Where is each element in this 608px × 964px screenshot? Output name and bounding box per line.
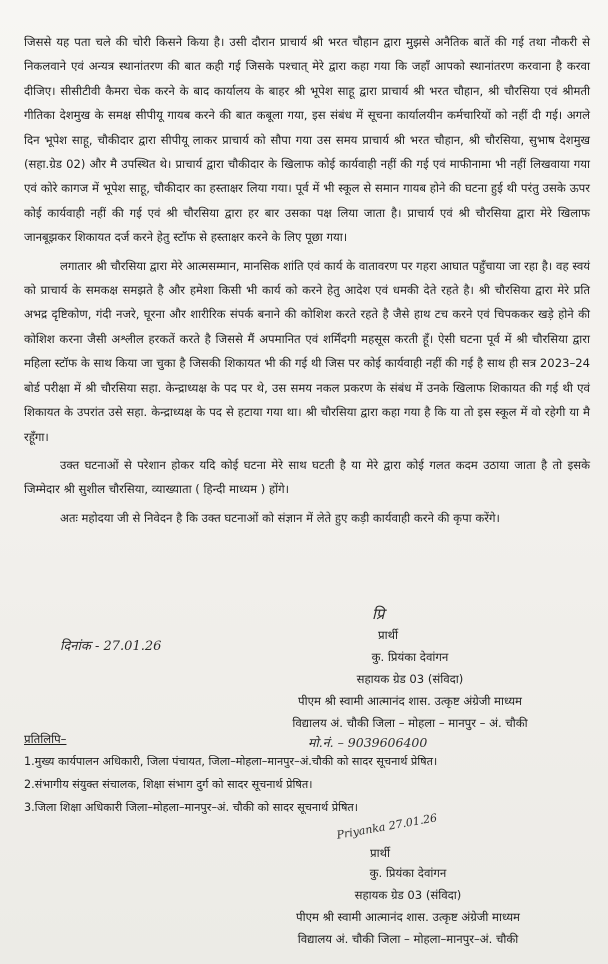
sender2-school-line1: पीएम श्री स्वामी आत्मानंद शास. उत्कृष्ट अंग्रेजी माध्यम — [296, 910, 520, 924]
sender2-school-line2: विद्यालय अं. चौकी जिला – मोहला–मानपुर–अं. चौकी — [297, 932, 519, 946]
second-signature: Priyanka 27.01.26 — [335, 811, 439, 842]
paragraph-1: जिससे यह पता चले की चोरी किसने किया है। उसी दौरान प्राचार्य श्री भरत चौहान द्वारा मुझसे अनैतिक बातें की गई तथा नौकरी से निकलवाने एवं अन्यत्र स्थानांतरण की बात कही गई जिसके पश्चात् मेरे द्वारा कहा गया कि जहाँ आपको स्थानांतरण करवाना है करवा दीजिए। सीसीटीवी कैमरा चेक करने के बाद कार्यालय के बाहर श्री भूपेश साहू द्वारा प्राचार्य श्री भरत चौहान, श्री चौरसिया एवं श्रीमती गीतिका देशमुख के समक्ष सीपीयू गायब करने की बात कबूला गया, इस संबंध में सूचना कार्यालयीन कर्मचारियों को नहीं दी गई। अगले दिन भूपेश साहू, चौकीदार द्वारा सीपीयू लाकर प्राचार्य को सौपा गया उस समय प्राचार्य श्री भरत चौहान, श्री चौरसिया, सुभाष देशमुख (सहा.ग्रेड 02) और मै उपस्थित थे। प्राचार्य द्वारा चौकीदार के खिलाफ कोई कार्यवाही नहीं की गई एवं माफीनामा भी नहीं लिखवाया गया एवं कोरे कागज में भूपेश साहू, चौकीदार का हस्ताक्षर लिया गया। पूर्व में भी स्कूल से समान गायब होने की घटना हुई थी परंतु उसके ऊपर कोई कार्यवाही नहीं की गई एवं श्री चौरसिया द्वारा हर बार उसका पक्ष लिया जाता है। प्राचार्य एवं श्री चौरसिया द्वारा मेरे खिलाफ जानबूझकर शिकायत दर्ज करने हेतु स्टॉफ से हस्ताक्षर करने के लिए पूछा गया। — [24, 35, 590, 245]
cc-heading: प्रतिलिपि– — [24, 732, 67, 746]
date-handwritten: दिनांक - 27.01.26 — [60, 639, 162, 654]
sender-name: कु. प्रियंका देवांगन — [371, 650, 449, 664]
sender-school-line2: विद्यालय अं. चौकी जिला – मोहला – मानपुर – अं. चौकी — [292, 716, 528, 730]
paragraph-4: अतः महोदया जी से निवेदन है कि उक्त घटनाओं को संज्ञान में लेते हुए कड़ी कार्यवाही करने की कृपा करेंगे। — [60, 510, 500, 525]
sender2-name: कु. प्रियंका देवांगन — [369, 866, 447, 880]
cc-item: 3.जिला शिक्षा अधिकारी जिला–मोहला–मानपुर–अं. चौकी को सादर सूचनार्थ प्रेषित। — [24, 801, 359, 814]
sender2-post: सहायक ग्रेड 03 (संविदा) — [354, 888, 462, 902]
mobile-number: मो.नं. – 9039606400 — [308, 735, 428, 750]
handwritten-signature: प्रि — [372, 605, 385, 623]
paragraph-3: उक्त घटनाओं से परेशान होकर यदि कोई घटना मेरे साथ घटती है या मेरे द्वारा कोई गलत कदम उठाया जाता है तो इसके जिम्मेदार श्री सुशील चौरसिया, व्याख्याता ( हिन्दी माध्यम ) होंगे। — [24, 457, 590, 497]
applicant-label: प्रार्थी — [378, 628, 399, 642]
cc-item: 2.संभागीय संयुक्त संचालक, शिक्षा संभाग दुर्ग को सादर सूचनार्थ प्रेषित। — [24, 778, 313, 791]
sender-block-2 — [238, 862, 578, 950]
sender-block — [240, 646, 580, 734]
letter-body — [24, 30, 590, 530]
cc-item: 1.मुख्य कार्यपालन अधिकारी, जिला पंचायत, जिला–मोहला–मानपुर–अं.चौकी को सादर सूचनार्थ प्रेषित। — [24, 755, 438, 768]
second-applicant-label: प्रार्थी — [370, 846, 391, 860]
paragraph-2: लगातार श्री चौरसिया द्वारा मेरे आत्मसम्मान, मानसिक शांति एवं कार्य के वातावरण पर गहरा आघात पहुँचाया जा रहा है। वह स्वयं को प्राचार्य के समकक्ष समझते है और हमेशा किसी भी कार्य को करने हेतु आदेश एवं धमकी देते रहते है। श्री चौरसिया द्वारा मेरे प्रति अभद्र दृष्टिकोण, गंदी नजरे, घूरना और शारीरिक संपर्क बनाने की कोशिश करते रहते है जैसे हाथ टच करने एवं चिपककर खड़े होने की कोशिश करना जैसी अश्लील हरकतें करते है जिससे मैं अपमानित एवं शर्मिंदगी महसूस करती हूँ। ऐसी घटना पूर्व में श्री चौरसिया द्वारा महिला स्टॉफ के साथ किया जा चुका है जिसकी शिकायत भी की गई थी जिस पर कोई कार्यवाही नहीं की गई है साथ ही सत्र 2023–24 बोर्ड परीक्षा में श्री चौरसिया सहा. केन्द्राध्यक्ष के पद पर थे, उस समय नकल प्रकरण के संबंध में उनके खिलाफ शिकायत की गई थी एवं शिकायत के उपरांत उसे सहा. केन्द्राध्यक्ष के पद से हटाया गया था। श्री चौरसिया द्वारा कहा गया है कि या तो इस स्कूल में वो रहेगी या मै रहूँगा। — [24, 258, 590, 444]
sender-school-line1: पीएम श्री स्वामी आत्मानंद शास. उत्कृष्ट अंग्रेजी माध्यम — [298, 694, 522, 708]
cc-list — [24, 750, 584, 819]
sender-post: सहायक ग्रेड 03 (संविदा) — [356, 672, 464, 686]
